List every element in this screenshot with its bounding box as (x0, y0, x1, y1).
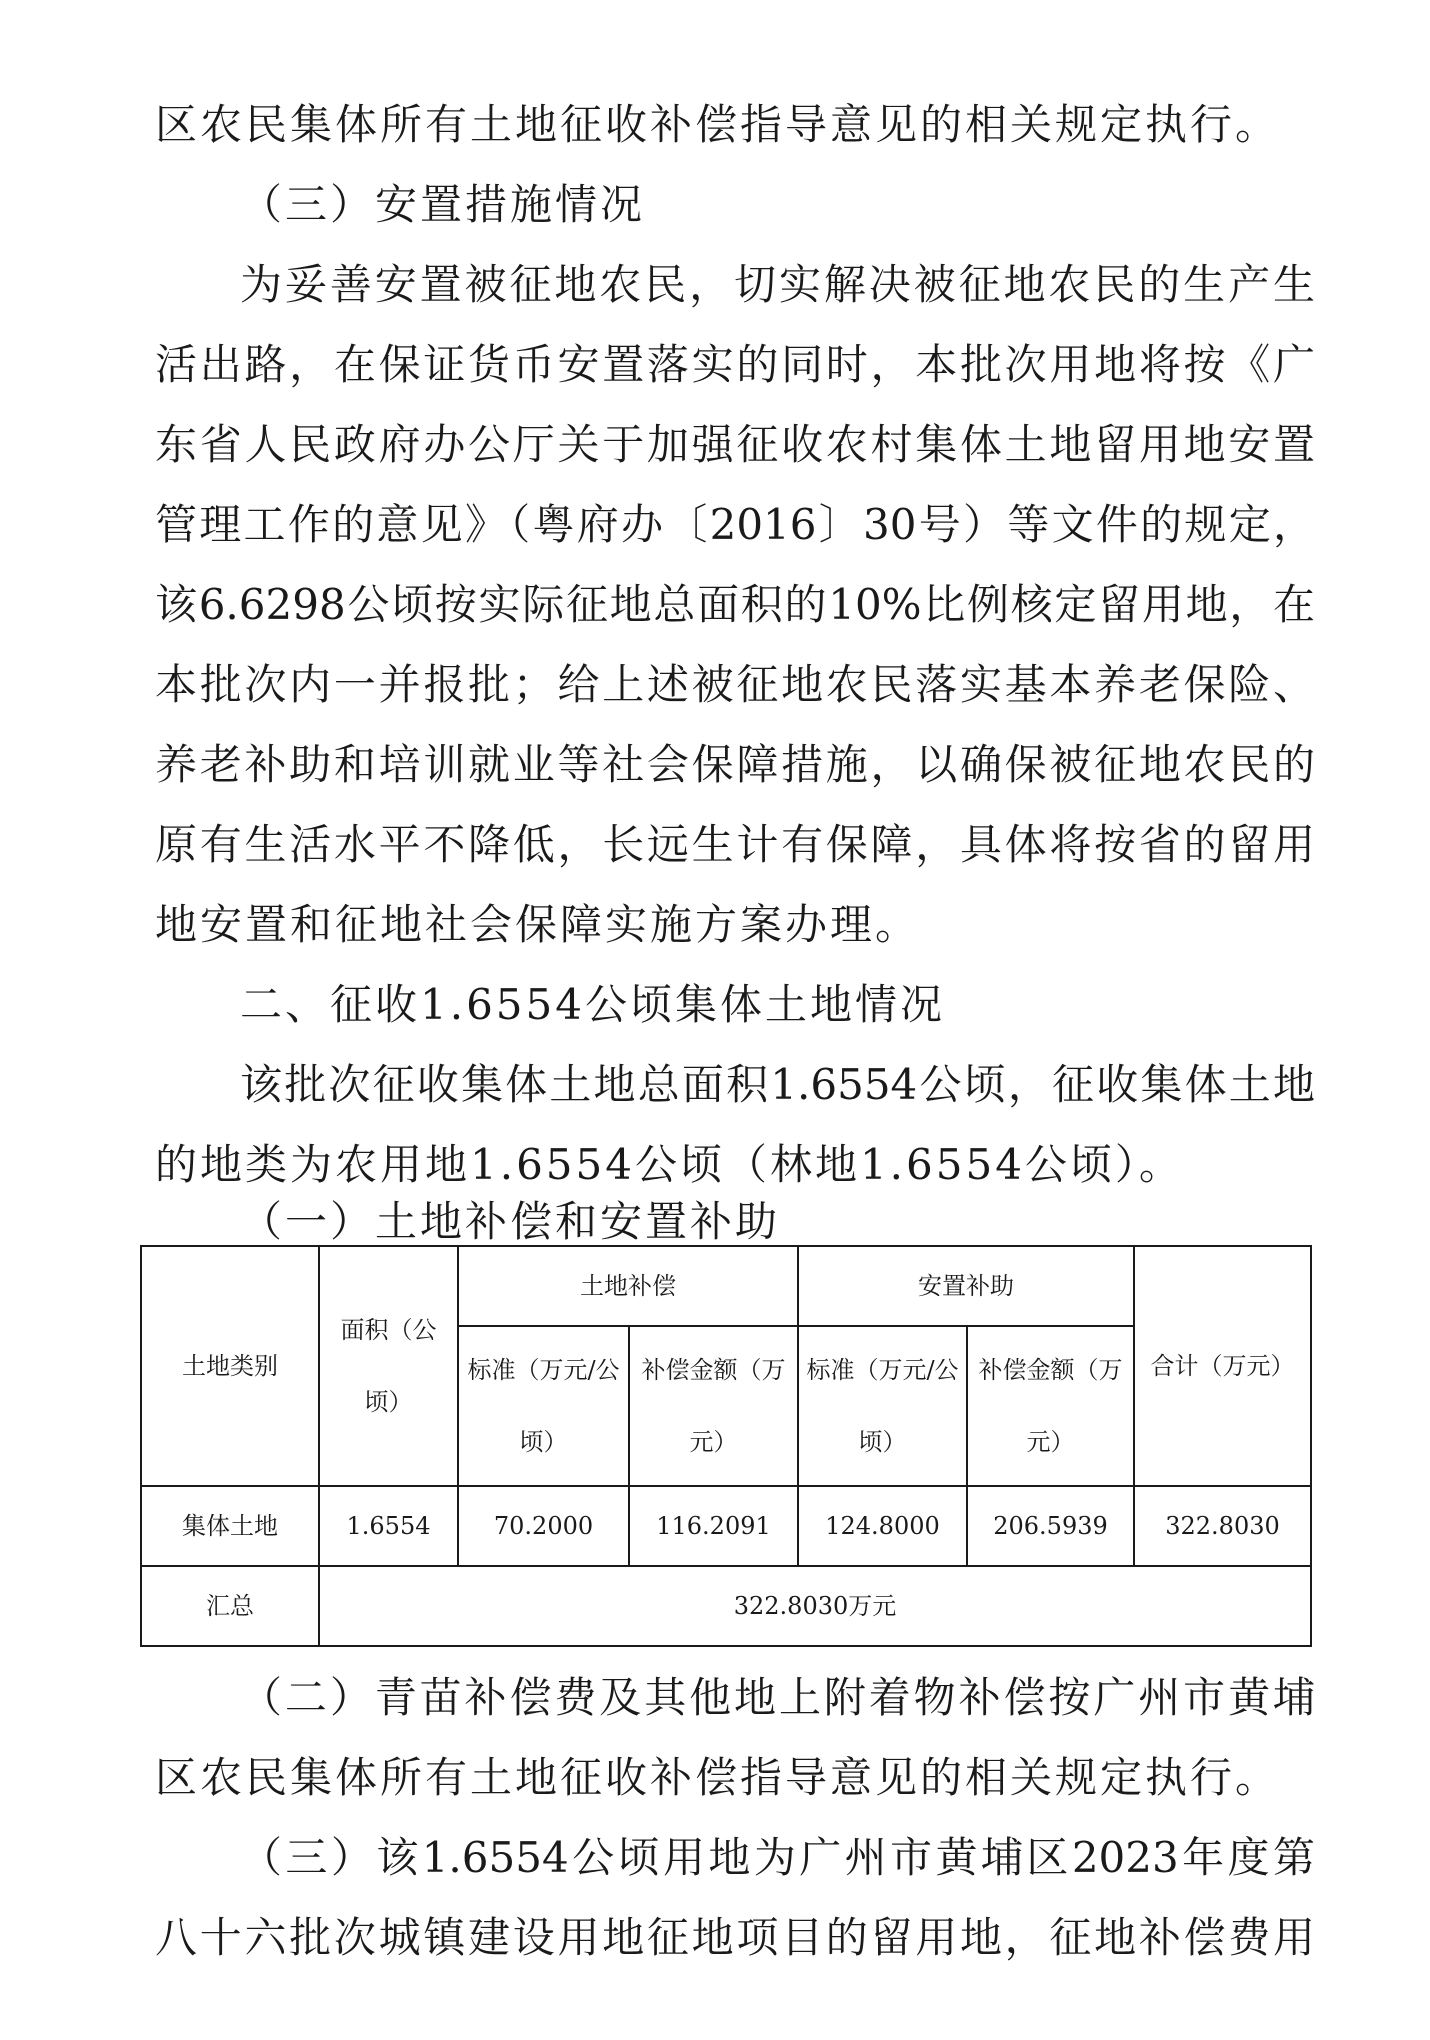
cell-land-amount: 116.2091 (629, 1486, 798, 1566)
header-resettle-amount: 补偿金额（万元） (967, 1326, 1134, 1486)
paragraph-line: 地安置和征地社会保障实施方案办理。 (155, 900, 921, 949)
header-land-type: 土地类别 (141, 1246, 319, 1486)
paragraph-line: （三）该1.6554公顷用地为广州市黄埔区2023年度第 (240, 1833, 1315, 1882)
cell-area: 1.6554 (319, 1486, 458, 1566)
summary-label: 汇总 (141, 1566, 319, 1646)
cell-resettle-standard: 124.8000 (798, 1486, 967, 1566)
compensation-table (140, 1245, 1312, 1647)
paragraph-line: 的地类为农用地1.6554公顷（林地1.6554公顷）。 (155, 1140, 1184, 1189)
paragraph-line: 为妥善安置被征地农民，切实解决被征地农民的生产生 (240, 260, 1315, 309)
header-resettle-standard: 标准（万元/公顷） (798, 1326, 967, 1486)
summary-row (141, 1566, 1311, 1646)
header-land-amount: 补偿金额（万元） (629, 1326, 798, 1486)
cell-land-type: 集体土地 (141, 1486, 319, 1566)
paragraph-line: 区农民集体所有土地征收补偿指导意见的相关规定执行。 (155, 1753, 1281, 1802)
paragraph-line: 原有生活水平不降低，长远生计有保障，具体将按省的留用 (155, 820, 1315, 869)
cell-total: 322.8030 (1134, 1486, 1311, 1566)
header-total: 合计（万元） (1134, 1246, 1311, 1486)
section-heading: 二、征收1.6554公顷集体土地情况 (240, 980, 945, 1029)
cell-land-standard: 70.2000 (458, 1486, 629, 1566)
section-heading: （三）安置措施情况 (240, 180, 646, 229)
header-land-compensation: 土地补偿 (458, 1246, 798, 1326)
paragraph-line: 东省人民政府办公厅关于加强征收农村集体土地留用地安置 (155, 420, 1315, 469)
paragraph-line: 该6.6298公顷按实际征地总面积的10%比例核定留用地，在 (155, 580, 1315, 629)
cell-resettle-amount: 206.5939 (967, 1486, 1134, 1566)
paragraph-line: （二）青苗补偿费及其他地上附着物补偿按广州市黄埔 (240, 1673, 1315, 1722)
paragraph-line: 活出路，在保证货币安置落实的同时，本批次用地将按《广 (155, 340, 1315, 389)
paragraph-line: 该批次征收集体土地总面积1.6554公顷，征收集体土地 (240, 1060, 1315, 1109)
header-area: 面积（公顷） (319, 1246, 458, 1486)
table-row (141, 1486, 1311, 1566)
paragraph-line: 八十六批次城镇建设用地征地项目的留用地，征地补偿费用 (155, 1913, 1315, 1962)
paragraph-line: 本批次内一并报批；给上述被征地农民落实基本养老保险、 (155, 660, 1315, 709)
section-heading: （一）土地补偿和安置补助 (240, 1197, 781, 1246)
paragraph-line: 区农民集体所有土地征收补偿指导意见的相关规定执行。 (155, 100, 1281, 149)
header-land-standard: 标准（万元/公顷） (458, 1326, 629, 1486)
summary-value: 322.8030万元 (319, 1566, 1311, 1646)
paragraph-line: 管理工作的意见》（粤府办〔2016〕30号）等文件的规定， (155, 500, 1315, 549)
header-resettlement-subsidy: 安置补助 (798, 1246, 1134, 1326)
paragraph-line: 养老补助和培训就业等社会保障措施，以确保被征地农民的 (155, 740, 1315, 789)
